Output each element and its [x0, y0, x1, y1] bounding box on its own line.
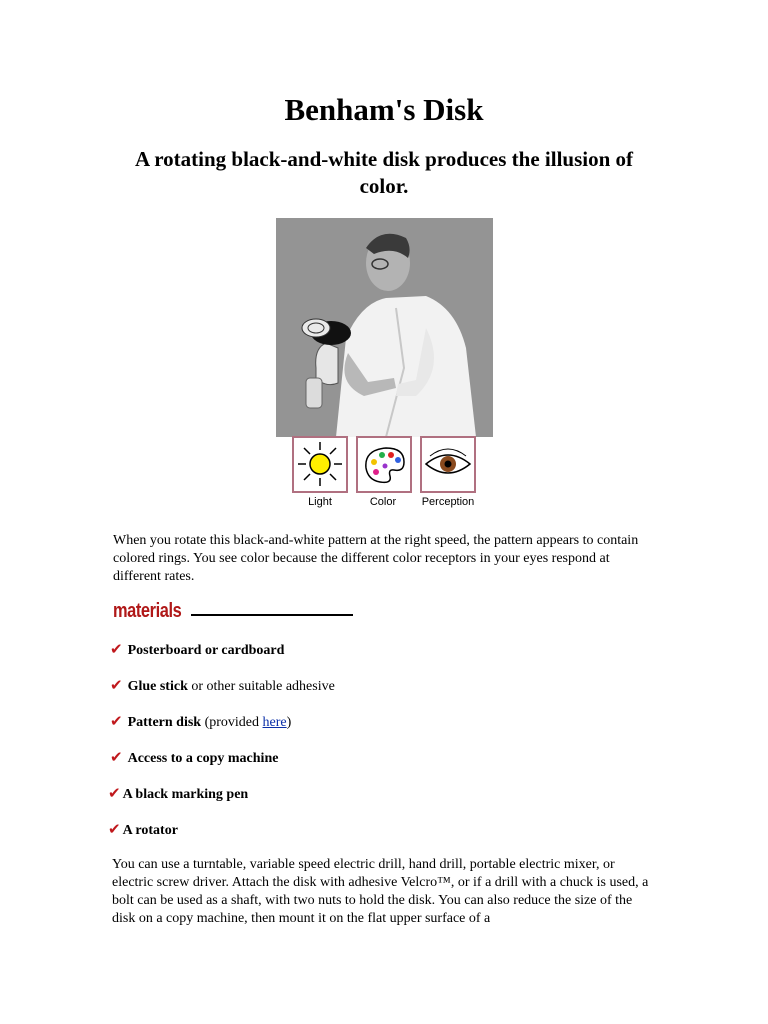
- page-subtitle: A rotating black-and-white disk produces the illusion of color.: [134, 147, 634, 198]
- checkmark-icon: ✔: [110, 748, 123, 766]
- materials-title: materials: [113, 600, 182, 622]
- list-item: ✔ A black marking pen: [108, 784, 249, 802]
- man-holding-drill-illustration: [276, 218, 493, 437]
- demonstrator-photo: [276, 218, 493, 437]
- eye-icon: [420, 436, 476, 493]
- intro-paragraph: When you rotate this black-and-white pattern at the right speed, the pattern appears to contain colored rings. You see color because the different color receptors in your eyes respond at different rates.: [113, 533, 639, 584]
- list-item: ✔ Access to a copy machine: [110, 748, 279, 766]
- list-item: ✔ A rotator: [108, 820, 178, 838]
- palette-icon: [356, 436, 412, 493]
- pattern-disk-link[interactable]: here: [262, 715, 287, 730]
- materials-heading: [113, 600, 373, 626]
- icon-label-light: Light: [308, 496, 332, 508]
- icon-label-perception: Perception: [421, 496, 475, 508]
- list-item: ✔ Posterboard or cardboard: [110, 640, 285, 658]
- list-item: ✔ Pattern disk (provided here): [110, 712, 292, 730]
- icon-label-color: Color: [369, 496, 397, 508]
- materials-rule: [191, 614, 353, 616]
- rotator-paragraph: You can use a turntable, variable speed electric drill, hand drill, portable electric mixer, or electric screw driver. Attach the disk with adhesive Velcro™, or if a drill with a chuck is used, a bolt can be used as a shaft, with two nuts to hold the disk. You can also reduce the size of the disk on a copy machine, then mount it on the flat upper surface of a: [112, 857, 649, 926]
- concept-icons: [290, 436, 480, 514]
- list-item: ✔ Glue stick or other suitable adhesive: [110, 676, 335, 694]
- checkmark-icon: ✔: [110, 676, 123, 694]
- checkmark-icon: ✔: [110, 640, 123, 658]
- checkmark-icon: ✔: [110, 712, 123, 730]
- checkmark-icon: ✔: [108, 784, 121, 802]
- page-title: Benham's Disk: [284, 92, 484, 127]
- sun-icon: [292, 436, 348, 493]
- checkmark-icon: ✔: [108, 820, 121, 838]
